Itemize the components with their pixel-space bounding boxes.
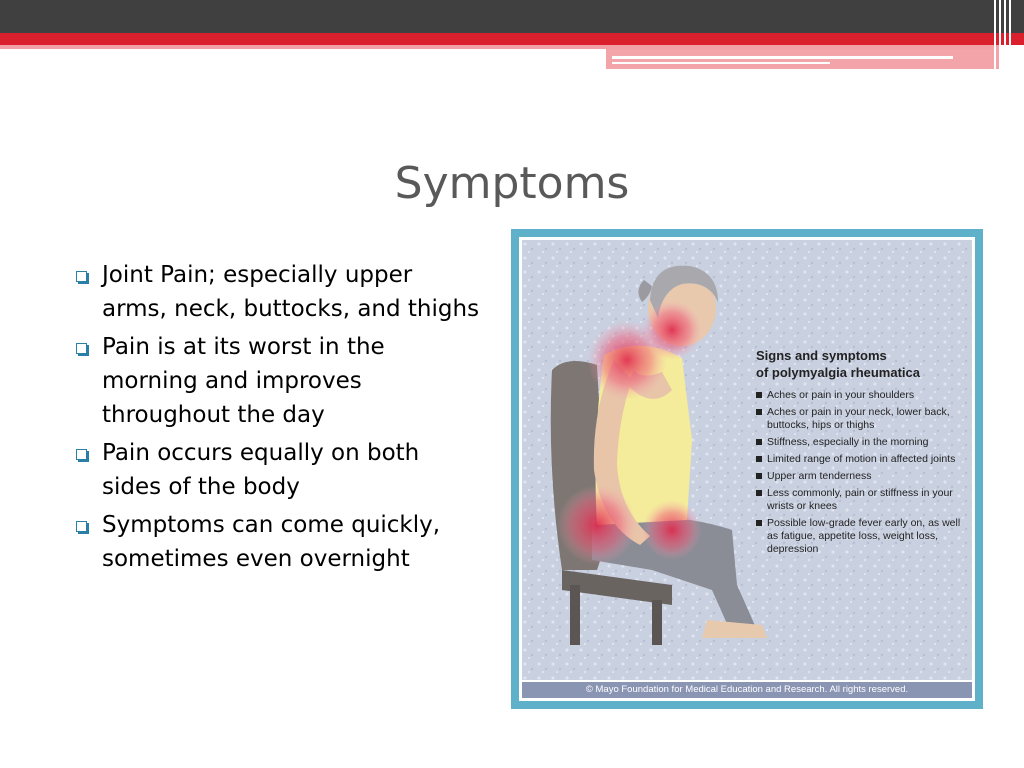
top-red-bar [0, 33, 1024, 45]
checkbox-bullet-icon [76, 521, 87, 532]
bullet-item: Pain is at its worst in the morning and improves throughout the day [74, 330, 484, 432]
signs-list-item: Stiffness, especially in the morning [756, 436, 966, 449]
header-decoration [606, 49, 1000, 69]
signs-list [756, 389, 966, 556]
illustration-panel [522, 240, 972, 680]
checkbox-bullet-icon [76, 271, 87, 282]
signs-text-block [756, 347, 966, 560]
bullet-item: Joint Pain; especially upper arms, neck, buttocks, and thighs [74, 258, 484, 326]
signs-heading: Signs and symptoms of polymyalgia rheumatica [756, 348, 920, 380]
signs-list-item: Less commonly, pain or stiffness in your wrists or knees [756, 487, 966, 513]
bullet-item: Pain occurs equally on both sides of the body [74, 436, 484, 504]
checkbox-bullet-icon [76, 343, 87, 354]
signs-list-item: Upper arm tenderness [756, 470, 966, 483]
top-dark-bar [0, 0, 1024, 33]
bullet-list [74, 258, 484, 580]
signs-list-item: Limited range of motion in affected joints [756, 453, 966, 466]
checkbox-bullet-icon [76, 449, 87, 460]
signs-list-item: Possible low-grade fever early on, as well as fatigue, appetite loss, weight loss, depression [756, 517, 966, 556]
header-vertical-lines [990, 0, 1024, 72]
polymyalgia-figure [511, 229, 983, 709]
slide-title: Symptoms [394, 158, 630, 209]
signs-list-item: Aches or pain in your shoulders [756, 389, 966, 402]
copyright-caption: © Mayo Foundation for Medical Education and Research. All rights reserved. [522, 682, 972, 698]
signs-list-item: Aches or pain in your neck, lower back, buttocks, hips or thighs [756, 406, 966, 432]
bullet-item: Symptoms can come quickly, sometimes even overnight [74, 508, 484, 576]
